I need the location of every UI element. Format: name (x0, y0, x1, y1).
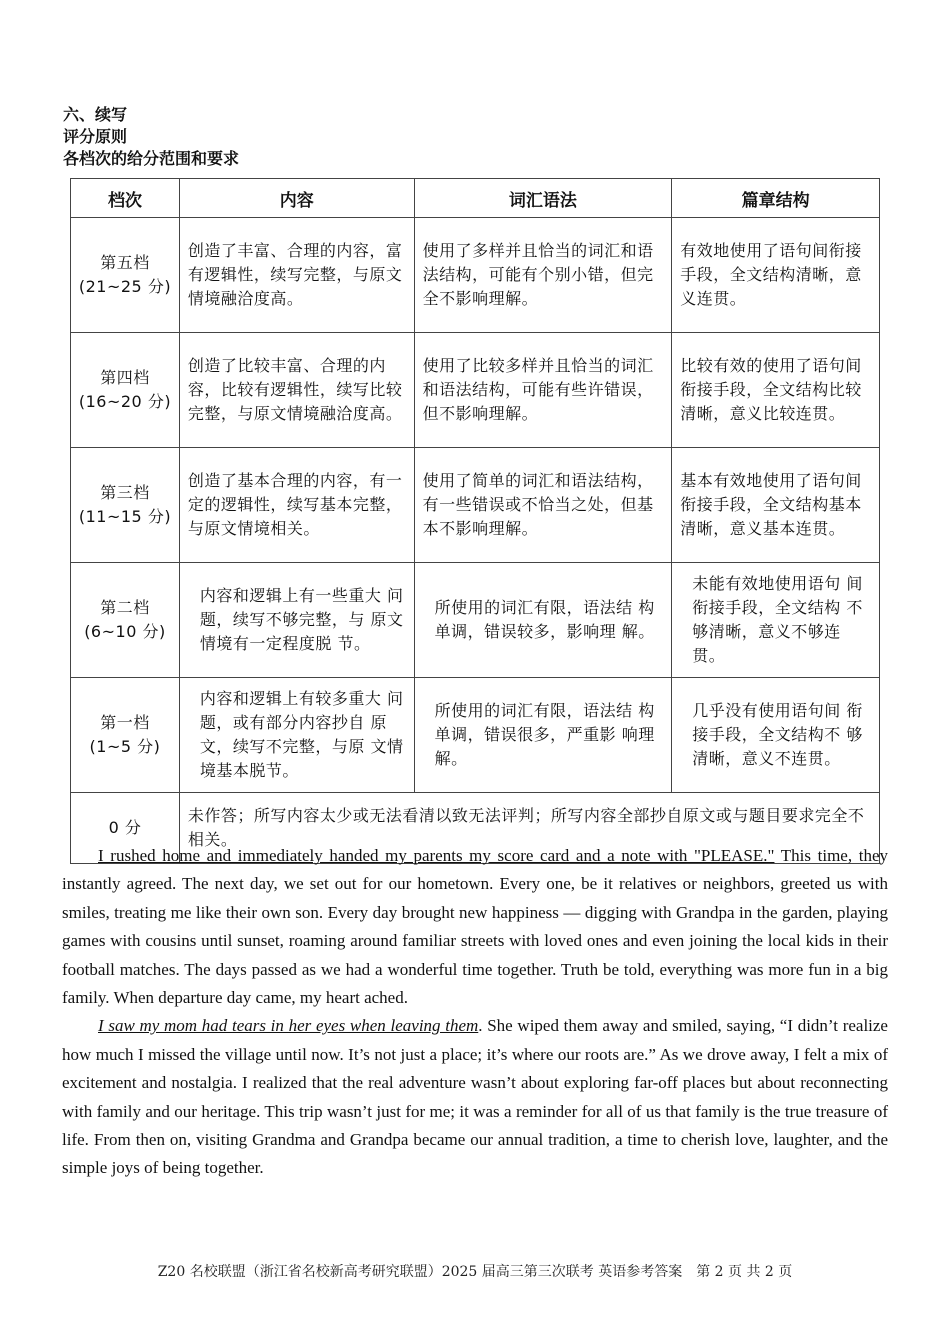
level-range: (6~10 分) (84, 622, 166, 641)
vocab-cell: 使用了简单的词汇和语法结构，有一些错误或不恰当之处，但基本不影响理解。 (414, 448, 672, 563)
paragraph-2-lead-sentence: I saw my mom had tears in her eyes when leaving them (98, 1016, 479, 1036)
rubric-table (70, 178, 880, 864)
level-range: (21~25 分) (78, 277, 172, 296)
section-headings (63, 104, 239, 170)
paragraph-1-body: This time, they instantly agreed. The next day, we set out for our hometown. Every one, be it relatives or neighbors, greeted us with smiles, treating me like their own son. Every day brought new happiness — digging with Grandpa in the garden, playing games with cousins until sunset, roaming around familiar streets with loved ones and even joining the local kids in their football matches. The days passed as we had a wonderful time together. Truth be told, everything was more fun in a big family. When departure day came, my heart ached. (62, 846, 888, 1008)
level-cell (71, 563, 180, 678)
section-subtitle: 评分原则 (63, 127, 128, 146)
table-row (71, 678, 880, 793)
level-range: (16~20 分) (78, 392, 172, 411)
header-level: 档次 (71, 179, 180, 218)
essay-paragraph-1 (62, 842, 888, 1012)
structure-cell: 未能有效地使用语句 间衔接手段，全文结构 不够清晰，意义不够连 贯。 (672, 563, 880, 678)
content-cell: 创造了基本合理的内容，有一定的逻辑性，续写基本完整，与原文情境相关。 (179, 448, 414, 563)
vocab-cell: 使用了比较多样并且恰当的词汇和语法结构，可能有些许错误，但不影响理解。 (414, 333, 672, 448)
level-range: (11~15 分) (78, 507, 172, 526)
table-header-row (71, 179, 880, 218)
structure-cell: 比较有效的使用了语句间衔接手段，全文结构比较清晰，意义比较连贯。 (672, 333, 880, 448)
level-name: 第二档 (100, 598, 150, 617)
level-name: 第五档 (100, 253, 150, 272)
level-name: 第一档 (100, 713, 150, 732)
header-vocab: 词汇语法 (414, 179, 672, 218)
zero-description-cell: 未作答；所写内容太少或无法看清以致无法评判；所写内容全部抄自原文或与题目要求完全不相关。 (179, 793, 879, 864)
level-range: (1~5 分) (89, 737, 161, 756)
structure-cell: 几乎没有使用语句间 衔接手段，全文结构不 够清晰，意义不连贯。 (672, 678, 880, 793)
level-cell (71, 218, 180, 333)
structure-cell: 基本有效地使用了语句间衔接手段，全文结构基本清晰，意义基本连贯。 (672, 448, 880, 563)
table-row (71, 448, 880, 563)
structure-cell: 有效地使用了语句间衔接手段，全文结构清晰，意义连贯。 (672, 218, 880, 333)
sample-essay (62, 842, 888, 1183)
level-name: 第四档 (100, 368, 150, 387)
level-cell (71, 448, 180, 563)
table-row (71, 563, 880, 678)
paragraph-2-body: . She wiped them away and smiled, saying, “I didn’t realize how much I missed the village until now. It’s not just a place; it’s where our roots are.” As we drove away, I felt a mix of excitement and nostalgia. I realized that the real adventure wasn’t about exploring far-off places but about reconnecting with family and our heritage. This trip wasn’t just for me; it was a reminder for all of us that family is the true treasure of life. From then on, visiting Grandma and Grandpa became our annual tradition, a time to cherish love, laughter, and the simple joys of being together. (62, 1016, 888, 1178)
content-cell: 内容和逻辑上有较多重大 问题，或有部分内容抄自 原文，续写不完整，与原 文情境基本脱节。 (179, 678, 414, 793)
page-footer: Z20 名校联盟（浙江省名校新高考研究联盟）2025 届高三第三次联考 英语参考答案 第 2 页 共 2 页 (157, 1264, 793, 1280)
level-cell (71, 678, 180, 793)
content-cell: 创造了丰富、合理的内容，富有逻辑性，续写完整，与原文情境融洽度高。 (179, 218, 414, 333)
zero-level-cell: 0 分 (71, 793, 180, 864)
level-name: 第三档 (100, 483, 150, 502)
vocab-cell: 使用了多样并且恰当的词汇和语法结构，可能有个别小错，但完全不影响理解。 (414, 218, 672, 333)
paragraph-1-lead-sentence: I rushed home and immediately handed my parents my score card and a note with "PLEASE." (98, 846, 775, 865)
vocab-cell: 所使用的词汇有限，语法结 构单调，错误很多，严重影 响理解。 (414, 678, 672, 793)
header-structure: 篇章结构 (672, 179, 880, 218)
level-cell (71, 333, 180, 448)
vocab-cell: 所使用的词汇有限，语法结 构单调，错误较多，影响理 解。 (414, 563, 672, 678)
content-cell: 内容和逻辑上有一些重大 问题，续写不够完整，与 原文情境有一定程度脱 节。 (179, 563, 414, 678)
table-row (71, 333, 880, 448)
header-content: 内容 (179, 179, 414, 218)
table-row (71, 218, 880, 333)
essay-paragraph-2 (62, 1012, 888, 1182)
table-caption: 各档次的给分范围和要求 (63, 149, 240, 168)
section-title: 六、续写 (63, 105, 128, 124)
content-cell: 创造了比较丰富、合理的内容，比较有逻辑性，续写比较完整，与原文情境融洽度高。 (179, 333, 414, 448)
